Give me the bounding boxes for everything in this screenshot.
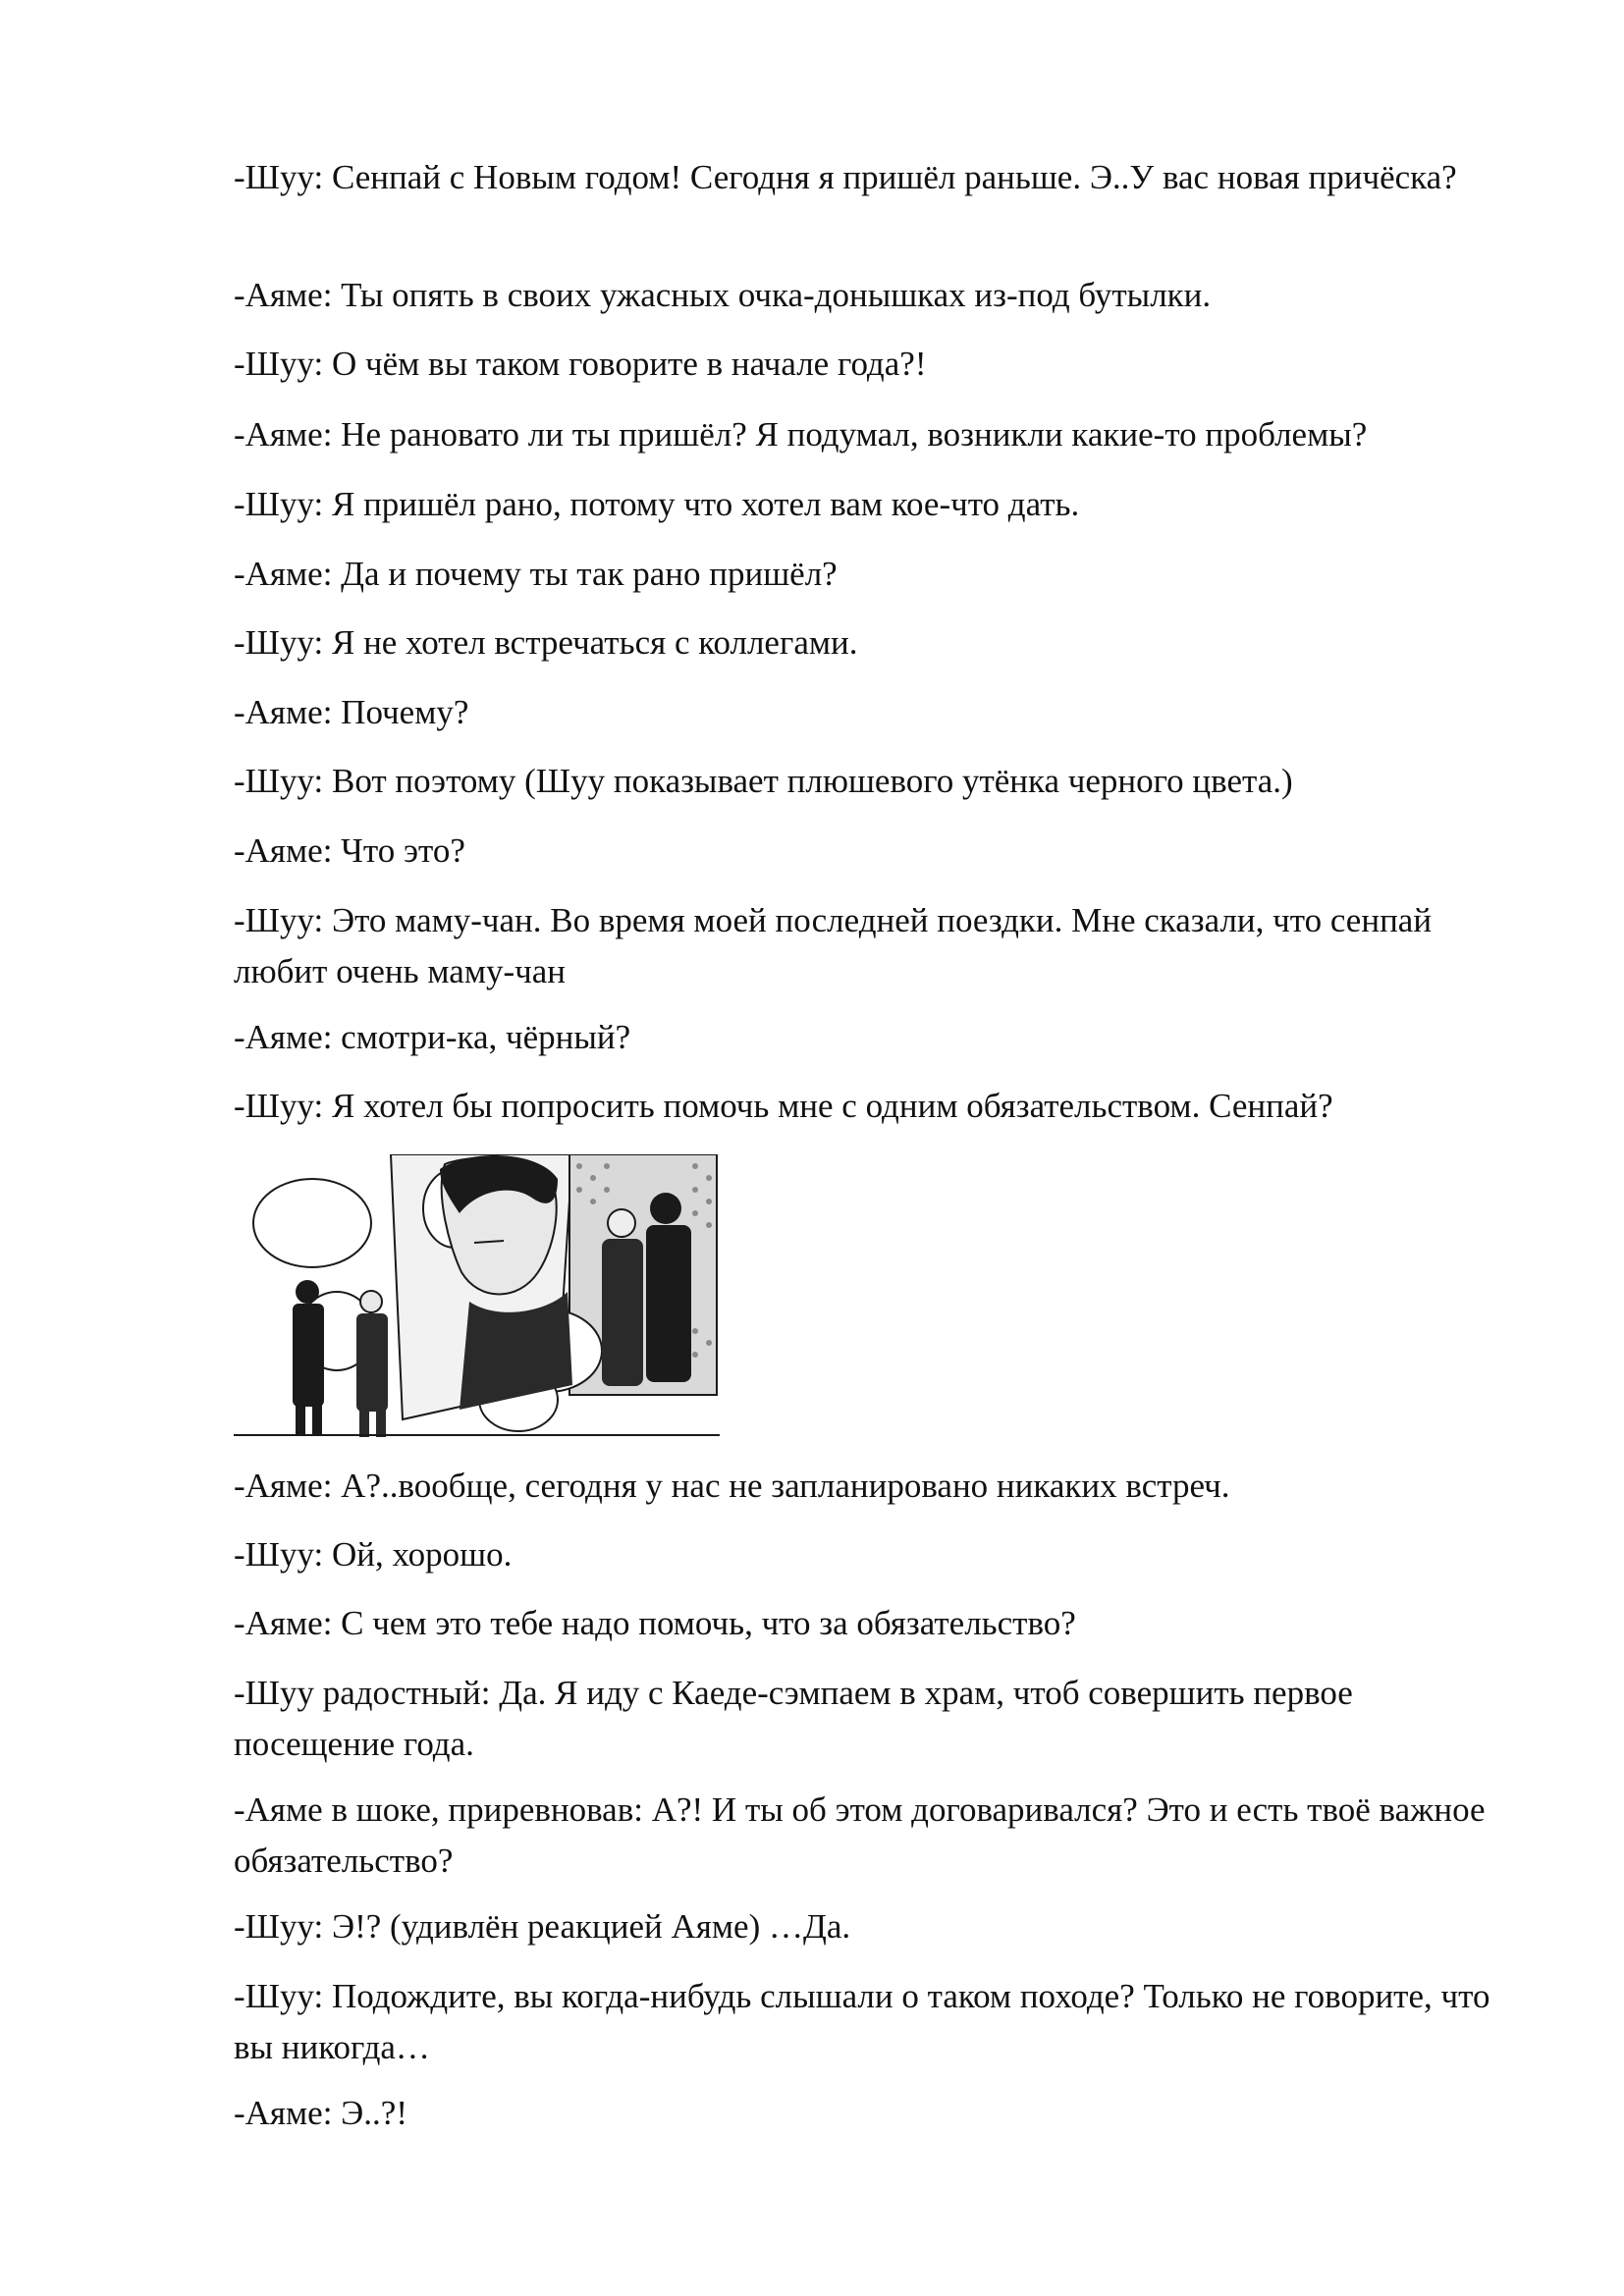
- dialogue-line: -Шуу: Это маму-чан. Во время моей последней поездки. Мне сказали, что сенпай любит очень маму-чан: [234, 901, 1433, 990]
- dialogue-line: -Аяме в шоке, приревновав: А?! И ты об этом договаривался? Это и есть твоё важное обязательство?: [234, 1790, 1486, 1880]
- dialogue-line: -Шуу: Я не хотел встречаться с коллегами.: [234, 623, 858, 662]
- dialogue-line: -Аяме: Э..?!: [234, 2094, 407, 2132]
- dialogue-line: -Аяме: Да и почему ты так рано пришёл?: [234, 555, 838, 593]
- dialogue-line: -Шуу: Я пришёл рано, потому что хотел вам кое-что дать.: [234, 485, 1080, 523]
- dialogue-line: -Шуу: О чём вы таком говорите в начале года?!: [234, 345, 927, 383]
- dialogue-line: -Шуу: Подождите, вы когда-нибудь слышали о таком походе? Только не говорите, что вы никогда…: [234, 1977, 1490, 2066]
- dialogue-line: -Аяме: А?..вообще, сегодня у нас не запланировано никаких встреч.: [234, 1467, 1230, 1505]
- dialogue-line: -Аяме: Не рановато ли ты пришёл? Я подумал, возникли какие-то проблемы?: [234, 415, 1368, 454]
- dialogue-line: -Шуу: Ой, хорошо.: [234, 1535, 513, 1574]
- dialogue-line: -Аяме: смотри-ка, чёрный?: [234, 1018, 631, 1056]
- manga-illustration: [234, 1154, 720, 1440]
- dialogue-line: -Аяме: Почему?: [234, 693, 469, 731]
- dialogue-line: -Шуу: Сенпай с Новым годом! Сегодня я пришёл раньше. Э..У вас новая причёска?: [234, 158, 1457, 196]
- dialogue-line: -Аяме: Что это?: [234, 831, 465, 870]
- dialogue-line: -Шуу: Вот поэтому (Шуу показывает плюшевого утёнка черного цвета.): [234, 762, 1293, 800]
- dialogue-line: -Аяме: Ты опять в своих ужасных очка-донышках из-под бутылки.: [234, 276, 1212, 314]
- dialogue-line: -Шуу: Я хотел бы попросить помочь мне с одним обязательством. Сенпай?: [234, 1087, 1333, 1125]
- dialogue-line: -Шуу радостный: Да. Я иду с Каеде-сэмпаем в храм, чтоб совершить первое посещение года.: [234, 1674, 1353, 1763]
- dialogue-line: -Аяме: С чем это тебе надо помочь, что за обязательство?: [234, 1604, 1076, 1642]
- dialogue-line: -Шуу: Э!? (удивлён реакцией Аяме) …Да.: [234, 1907, 851, 1946]
